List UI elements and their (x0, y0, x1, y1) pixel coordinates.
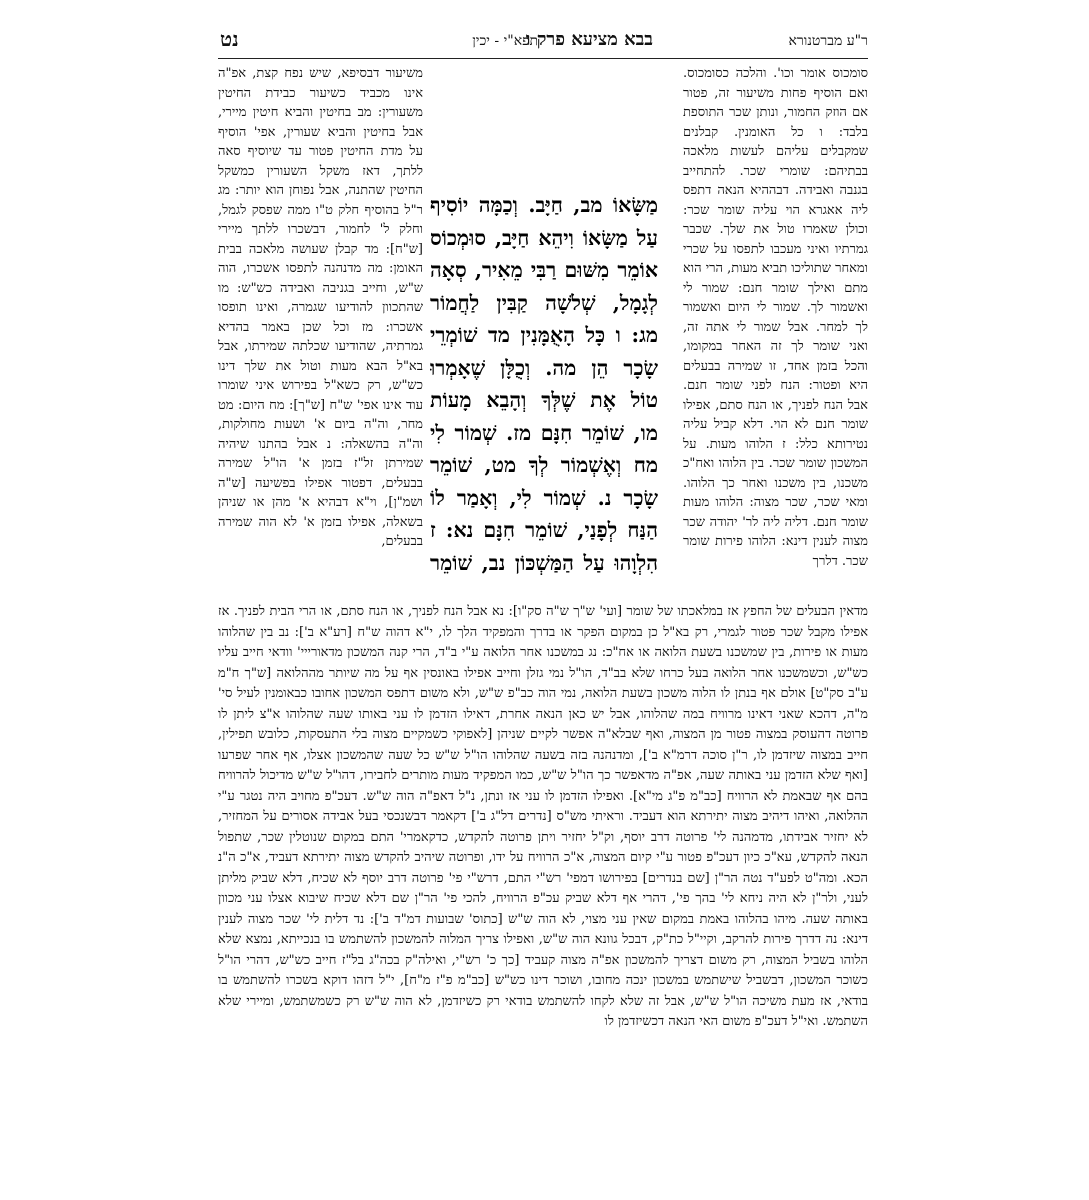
bartenura-text: סומכוס אומר וכו'. והלכה כסומכוס. ואם הוסיף פחות משיעור זה, פטור אם הוזק החמור, ונותן שכר התוספת בלבד: ו כל האומנין. קבלנים שמקבלים עליהם לעשות מלאכה בבתיהם: שומרי שכר. להתחייב בגנבה ואבידה. דבההיא הנאה דתפס ליה אאגרא הוי עליה שומר שכר: וכולן שאמרו טול את שלך. שכבר גמרתיו ואיני מעכבו לתפסו על שכרי ומאחר שתוליכו תביא מעות, הרי הוא מתם ואילך שומר חנם: שמור לי ואשמור לך. שמור לי היום ואשמור לך למחר. אבל שמור לי אתה זה, ואני שומר לך זה האחר במקומו, והכל בזמן אחד, זו שמירה בבעלים היא ופטור: הנח לפני שומר חנם. אבל הנח לפניך, או הנח סתם, אפילו שומר חנם לא הוי. דלא קביל עליה נטירותא כלל: ז הלוהו מעות. על המשכון שומר שכר. בין הלוהו ואח"כ משכנו, בין משכנו ואחר כך הלוהו. ומאי שכר, שכר מצוה: הלוהו מעות שומר חנם. דליה ליה לר' יהודה שכר מצוה לענין דינא: הלוהו פירות שומר שכר. דלרך (683, 66, 868, 569)
mishnah-text-block (430, 189, 658, 579)
page-number: נט (220, 27, 239, 51)
page (218, 24, 868, 1114)
tiferet-yisrael-commentary (218, 64, 423, 624)
bottom-commentary (218, 602, 868, 1107)
commentary-title: תפא"י - יכין (472, 33, 538, 49)
bottom-commentary-text: מדאין הבעלים של החפץ אז במלאכתו של שומר [ועי' ש"ך ש"ה סק"ו]: נא אבל הנח לפניך, או הנח סתם, או הרי הבית לפניך. אז אפילו מקבל שכר פטור לגמרי, רק בא"ל כן במקום הפקר או בדרך והמפקיד הלך לו, י"א דהוה ש"ח [רע"א ב']: נב בין שהלוהו מעות או פירות, בין שמשכנו בשעת הלואה או אח"כ: נג במשכנו אחר הלואה ע"י ב"ד, הרי קנה המשכון מדאורייי' וודאי חייב עליו כש"ש, וכשמשכנו אחר הלואה בעל כרחו שלא בב"ד, הו"ל נמי גזלן וחייב אפילו באונסין אף על מה שיותר מההלואה [ש"ך ח"מ ע"ב סק"ט] אולם אף בנתן לו הלוה משכון בשעת הלואה, נמי הוה כב"פ ש"ש, ולא משום דתפס המשכון אחובו כבאומנין לעיל סי' מ"ה, דהכא שאני דאינו מרוויח במה שהלוהו, אבל יש כאן הנאה אחרת, דאילו הזדמן לו עני באותו שעה שהלוהו א"צ ליתן לו פרוטה דהעוסק במצוה פטור מן המצוה, ואף שבלא"ה אפשר לקיים שניהן [לאפוקי כשמקיים מצוה בלי התעסקות, כלובש תפילין, חייב במצוה שיזדמן לו, ר"ן סוכה דרמ"א ב'], ומדנהנה בזה בשעה שהלוהו הו"ל ש"ש כל שעה שהמשכון אצלו, אף אחר שפרעו [ואף שלא הזדמן עני באותה שעה, אפ"ה מדאפשר כך הו"ל ש"ש, כמו המפקיד מעות מותרים לחבירו, דהו"ל ש"ש מדיכול להרוויח בהם אף שבאמת לא הרוויח [כב"מ פ"ג מי"א]. ואפילו הזדמן לו עני אז ונתן, נ"ל דאפ"ה הוה ש"ש. דעכ"פ מחויב היה נטגר ע"י ההלואה, ואיהו דיהיב מצוה יתירתא הוא דעביד. וראיתי מש"ס [נדרים דל"ג ב'] דקאמר דבשנכסי בעל אבידה אסורים על המחזיר, לא יחזיר אבידתו, מדמהנה לי' פרוטה דרב יוסף, וק"ל יחזיר ויתן פרוטה להקדש, כדקאמרי' התם במקום שנוטלין שכר, שתפול הנאה להקדש, עא"כ כיון דעכ"פ פטור ע"י קיום המצוה, א"כ הרוויח על ידו, ופרוטה שיהיב להקדש מצוה יתירתא דעביד, א"כ ה"נ הכא. ומה"ט לפע"ד נטה הר"ן [שם בנדרים] בפירושו דמפי' רש"י התם, דרש"י פי' פרוטה דרב יוסף לא שכיח, דלא שביק מליתן לעני, ולר"ן לא היה ניחא לי' בהך פי', דהרי אף דלא שביק עכ"פ הרוויח, להכי פי' הר"ן שם דלא שכיח שיבוא אצלו עני מכוון באותה שעה. מיהו בהלוהו באמת במקום שאין עני מצוי, לא הוה ש"ש [כתוס' שבועות דמ"ד ב']: נד דלית לי' שכר מצוה לענין דינא: נה דדרך פירות להרקב, וקיי"ל כת"ק, דבכל גוונא הוה ש"ש, ואפילו צריך המלוה להמשכון להשתמש בו בנכייתא, נמצא שלא הלוהו בשביל המצוה, רק משום דצריך להמשכון אפ"ה מצוה קעביד [כך כ' רש"י, ואילה"ק בכה"ג בל"ז חייב כש"ש, דהרי הו"ל כשוכר המשכון, דבשביל שישתמש במשכון ינכה מחובו, ושוכר דינו כש"ש [כב"מ פ"ז מ"ח], י"ל דזהו דוקא בשכרו להשתמש בו בודאי, אז מעת משיכה הו"ל ש"ש, אבל זה שלא לקחו להשתמש בודאי רק כשיזדמן, לא הוה ש"ש רק כשמשתמש, ומיירי שלא השתמש. ואי"ל דעכ"פ משום האי הנאה דכשיזדמן לו (218, 604, 868, 1029)
page-header (218, 24, 868, 59)
yachin-text: משיעור דבסיפא, שיש נפח קצת, אפ"ה אינו מכביד כשיעור כבידת החיטין משעורין: מב בחיטין והביא חיטין מיירי, אבל בחיטין והביא שעורין, אפי' הוסיף על מדת החיטין פטור עד שיוסיף סאה ללתך, דאז משקל השעורין כמשקל החיטין שהתנה, אבל נפוחן הוא יותר: מג ר"ל בהוסיף חלק ט"ו ממה שפסק לגמל, וחלק ל' לחמור, דבשכרו ללתך מיירי [ש"ח]: מד קבלן שעושה מלאכה בבית האומן: מה מדנהנה לתפסו אשכרו, הוה ש"ש, וחייב בגניבה ואבידה כש"ש: מו שהתכוון להודיעו שגמרה, ואינו תופסו אשכרו: מז וכל שכן באמר בהדיא גמרתיה, שהודיעו שכלתה שמירתו, אבל בא"ל הבא מעות וטול את שלך דינו כש"ש, רק כשא"ל בפירוש איני שומרו עוד אינו אפי' ש"ח [ש"ך]: מח היום: מט מחר, וה"ה ביום א' ושעות מחולקות, וה"ה בהשאלה: נ אבל בהתנו שיהיה שמירתן זל"ז בזמן א' הו"ל שמירה בבעלים, דפטור אפילו בפשיעה [ש"ה ושמ"ן], וי"א דבהיא א' מהן או שניהן בשאלה, אפילו בזמן א' לא הוה שמירה בבעלים, (218, 66, 423, 549)
commentator-title: ר"ע מברטנורא (788, 33, 868, 49)
bartenura-commentary (683, 64, 868, 642)
mishnah-text: מַשָּׂאוֹ מב, חַיָּב. וְכַמָּה יוֹסִיף עַל מַשָּׂאוֹ וִיהֵא חַיָּב, סוּמְכוֹס אוֹמֵר מִשּׁוּם רַבִּי מֵאִיר, סְאָה לְגָמָל, שְׁלֹשָׁה קַבִּין לַחֲמוֹר מג: ו כָּל הָאֻמָּנִין מד שׁוֹמְרֵי שָׂכָר הֵן מה. וְכֻלָּן שֶׁאָמְרוּ טוֹל אֶת שֶׁלְּךָ וְהָבֵא מָעוֹת מו, שׁוֹמֵר חִנָּם מז. שְׁמוֹר לִי מח וְאֶשְׁמוֹר לְךָ מט, שׁוֹמֵר שָׂכָר נ. שְׁמוֹר לִי, וְאָמַר לוֹ הַנַּח לְפָנַי, שׁוֹמֵר חִנָּם נא: ז הִלְוָהוּ עַל הַמַּשְׁכּוֹן נב, שׁוֹמֵר (430, 193, 658, 575)
tractate-title: בבא מציעא פרק ו (525, 29, 653, 50)
